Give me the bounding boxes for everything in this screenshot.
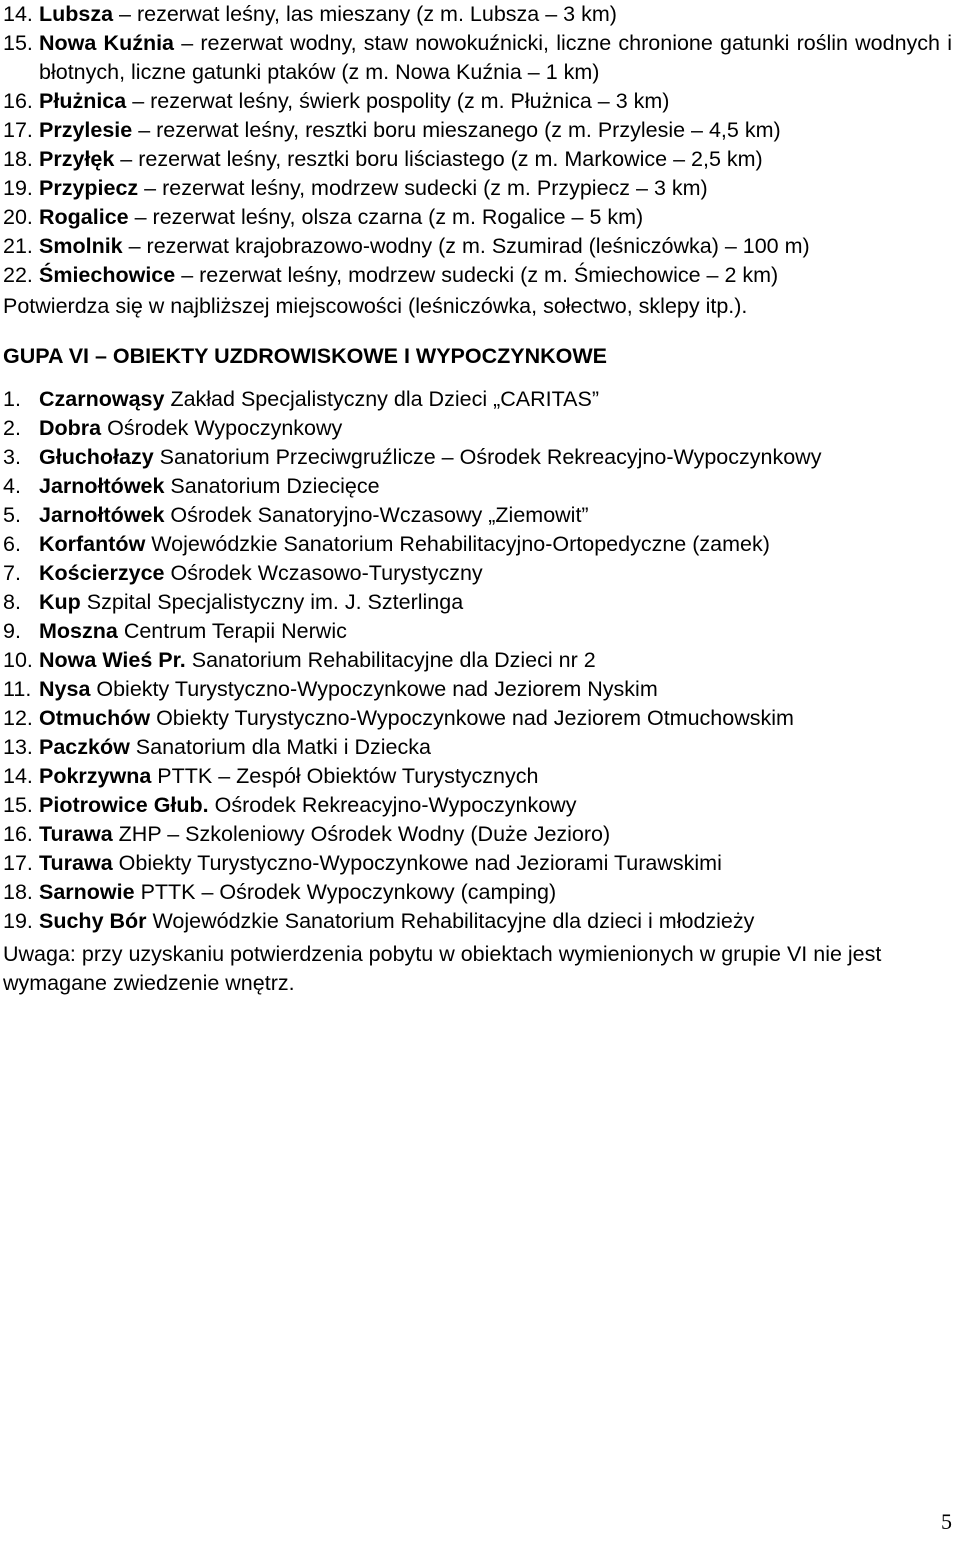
item-name: Pokrzywna xyxy=(39,764,152,788)
item-name: Czarnowąsy xyxy=(39,387,165,411)
item-text xyxy=(39,203,960,232)
item-text xyxy=(39,559,960,588)
item-text xyxy=(39,0,960,29)
item-name: Korfantów xyxy=(39,532,146,556)
item-name: Smolnik xyxy=(39,234,123,258)
item-description: Ośrodek Wypoczynkowy xyxy=(101,416,343,440)
item-description: Ośrodek Rekreacyjno-Wypoczynkowy xyxy=(208,793,577,817)
list-item xyxy=(3,704,960,733)
item-text xyxy=(39,443,960,472)
item-text xyxy=(39,145,960,174)
item-text xyxy=(39,704,960,733)
item-text xyxy=(39,261,960,290)
item-text xyxy=(39,501,960,530)
item-number: 14. xyxy=(3,2,33,26)
item-name: Przypiecz xyxy=(39,176,139,200)
item-name: Głuchołazy xyxy=(39,445,154,469)
list-item xyxy=(3,414,960,443)
item-description: – rezerwat leśny, świerk pospolity (z m. Płużnica – 3 km) xyxy=(126,89,670,113)
item-description: Sanatorium dla Matki i Dziecka xyxy=(129,735,431,759)
item-name: Turawa xyxy=(39,822,113,846)
item-text xyxy=(39,849,960,878)
list-item xyxy=(3,261,960,290)
item-text xyxy=(39,530,960,559)
item-name: Kup xyxy=(39,590,81,614)
list-item xyxy=(3,232,960,261)
section-heading: GUPA VI – OBIEKTY UZDROWISKOWE I WYPOCZYNKOWE xyxy=(3,344,608,368)
list-item xyxy=(3,907,960,936)
item-number: 11. xyxy=(3,677,32,701)
item-number: 7. xyxy=(3,561,21,585)
item-description: – rezerwat krajobrazowo-wodny (z m. Szumirad (leśniczówka) – 100 m) xyxy=(122,234,810,258)
group6-list xyxy=(3,385,960,936)
item-description: Centrum Terapii Nerwic xyxy=(117,619,347,643)
item-number: 19. xyxy=(3,176,33,200)
item-number: 22. xyxy=(3,263,33,287)
item-description: Sanatorium Przeciwgruźlicze – Ośrodek Rekreacyjno-Wypoczynkowy xyxy=(153,445,822,469)
list-item xyxy=(3,675,960,704)
item-number: 13. xyxy=(3,735,33,759)
item-number: 19. xyxy=(3,909,33,933)
item-text xyxy=(39,791,960,820)
item-name: Turawa xyxy=(39,851,113,875)
item-text xyxy=(39,232,960,261)
item-name: Śmiechowice xyxy=(39,263,176,287)
item-text xyxy=(39,472,960,501)
group5-note: Potwierdza się w najbliższej miejscowości (leśniczówka, sołectwo, sklepy itp.). xyxy=(3,294,748,318)
item-number: 18. xyxy=(3,147,33,171)
item-number: 17. xyxy=(3,118,33,142)
item-name: Otmuchów xyxy=(39,706,151,730)
list-item xyxy=(3,878,960,907)
list-item xyxy=(3,762,960,791)
item-text xyxy=(39,878,960,907)
item-text xyxy=(39,385,960,414)
item-number: 2. xyxy=(3,416,21,440)
item-name: Nowa Kuźnia xyxy=(39,31,175,55)
item-name: Jarnołtówek xyxy=(39,474,165,498)
item-name: Kościerzyce xyxy=(39,561,165,585)
list-item xyxy=(3,385,960,414)
list-item xyxy=(3,0,960,29)
list-item xyxy=(3,733,960,762)
item-number: 3. xyxy=(3,445,21,469)
list-item xyxy=(3,617,960,646)
item-number: 5. xyxy=(3,503,21,527)
list-item xyxy=(3,203,960,232)
list-item xyxy=(3,588,960,617)
item-description: Sanatorium Rehabilitacyjne dla Dzieci nr 2 xyxy=(185,648,596,672)
item-description: Sanatorium Dziecięce xyxy=(164,474,380,498)
item-name: Piotrowice Głub. xyxy=(39,793,209,817)
item-name: Sarnowie xyxy=(39,880,135,904)
item-name: Płużnica xyxy=(39,89,127,113)
item-number: 14. xyxy=(3,764,33,788)
item-number: 20. xyxy=(3,205,33,229)
item-number: 16. xyxy=(3,89,33,113)
item-description: Zakład Specjalistyczny dla Dzieci „CARITAS” xyxy=(164,387,599,411)
list-item xyxy=(3,791,960,820)
list-item xyxy=(3,116,960,145)
item-number: 9. xyxy=(3,619,21,643)
item-text xyxy=(39,907,960,936)
item-name: Przylesie xyxy=(39,118,133,142)
item-number: 4. xyxy=(3,474,21,498)
item-description: PTTK – Ośrodek Wypoczynkowy (camping) xyxy=(134,880,557,904)
item-text xyxy=(39,762,960,791)
item-number: 15. xyxy=(3,793,33,817)
item-description: – rezerwat leśny, las mieszany (z m. Lubsza – 3 km) xyxy=(113,2,617,26)
item-number: 12. xyxy=(3,706,33,730)
item-name: Jarnołtówek xyxy=(39,503,165,527)
item-description: Obiekty Turystyczno-Wypoczynkowe nad Jeziorami Turawskimi xyxy=(112,851,722,875)
item-text xyxy=(39,617,960,646)
item-description: Ośrodek Sanatoryjno-Wczasowy „Ziemowit” xyxy=(164,503,589,527)
item-name: Nowa Wieś Pr. xyxy=(39,648,186,672)
item-number: 17. xyxy=(3,851,33,875)
item-text xyxy=(39,414,960,443)
list-item xyxy=(3,820,960,849)
item-description: – rezerwat leśny, olsza czarna (z m. Rogalice – 5 km) xyxy=(128,205,644,229)
item-description: Wojewódzkie Sanatorium Rehabilitacyjne dla dzieci i młodzieży xyxy=(146,909,755,933)
group6-note: Uwaga: przy uzyskaniu potwierdzenia pobytu w obiektach wymienionych w grupie VI nie jest wymagane zwiedzenie wnętrz. xyxy=(3,942,882,995)
list-item xyxy=(3,559,960,588)
item-number: 18. xyxy=(3,880,33,904)
list-item xyxy=(3,87,960,116)
list-item xyxy=(3,530,960,559)
item-text xyxy=(39,733,960,762)
item-text xyxy=(39,646,960,675)
list-item xyxy=(3,145,960,174)
item-description: Obiekty Turystyczno-Wypoczynkowe nad Jeziorem Nyskim xyxy=(90,677,658,701)
item-number: 1. xyxy=(3,387,21,411)
item-description: – rezerwat leśny, modrzew sudecki (z m. Śmiechowice – 2 km) xyxy=(175,263,779,287)
item-name: Moszna xyxy=(39,619,118,643)
item-text xyxy=(39,29,960,87)
item-description: ZHP – Szkoleniowy Ośrodek Wodny (Duże Jezioro) xyxy=(112,822,611,846)
item-text xyxy=(39,675,960,704)
list-item xyxy=(3,646,960,675)
item-name: Lubsza xyxy=(39,2,114,26)
group5-list xyxy=(3,0,960,290)
item-description: – rezerwat leśny, resztki boru liściastego (z m. Markowice – 2,5 km) xyxy=(114,147,763,171)
item-name: Nysa xyxy=(39,677,91,701)
list-item xyxy=(3,174,960,203)
item-name: Suchy Bór xyxy=(39,909,147,933)
item-name: Rogalice xyxy=(39,205,129,229)
item-description: Ośrodek Wczasowo-Turystyczny xyxy=(164,561,483,585)
item-text xyxy=(39,116,960,145)
item-number: 6. xyxy=(3,532,21,556)
item-number: 21. xyxy=(3,234,33,258)
list-item xyxy=(3,29,960,87)
item-description: – rezerwat wodny, staw nowokuźnicki, liczne chronione gatunki roślin wodnych i błotnych, liczne gatunki ptaków (z m. Nowa Kuźnia – 1 km) xyxy=(39,31,952,84)
item-name: Przyłęk xyxy=(39,147,115,171)
item-description: – rezerwat leśny, resztki boru mieszanego (z m. Przylesie – 4,5 km) xyxy=(132,118,781,142)
list-item xyxy=(3,501,960,530)
item-number: 16. xyxy=(3,822,33,846)
item-number: 8. xyxy=(3,590,21,614)
item-name: Dobra xyxy=(39,416,102,440)
item-description: Obiekty Turystyczno-Wypoczynkowe nad Jeziorem Otmuchowskim xyxy=(150,706,794,730)
item-name: Paczków xyxy=(39,735,130,759)
item-description: Wojewódzkie Sanatorium Rehabilitacyjno-Ortopedyczne (zamek) xyxy=(145,532,770,556)
list-item xyxy=(3,443,960,472)
list-item xyxy=(3,849,960,878)
item-description: – rezerwat leśny, modrzew sudecki (z m. Przypiecz – 3 km) xyxy=(138,176,708,200)
item-text xyxy=(39,588,960,617)
item-description: Szpital Specjalistyczny im. J. Szterlinga xyxy=(80,590,464,614)
item-description: PTTK – Zespół Obiektów Turystycznych xyxy=(151,764,539,788)
item-text xyxy=(39,174,960,203)
item-text xyxy=(39,820,960,849)
item-text xyxy=(39,87,960,116)
item-number: 15. xyxy=(3,31,33,55)
list-item xyxy=(3,472,960,501)
item-number: 10. xyxy=(3,648,33,672)
page-number: 5 xyxy=(941,1509,952,1534)
